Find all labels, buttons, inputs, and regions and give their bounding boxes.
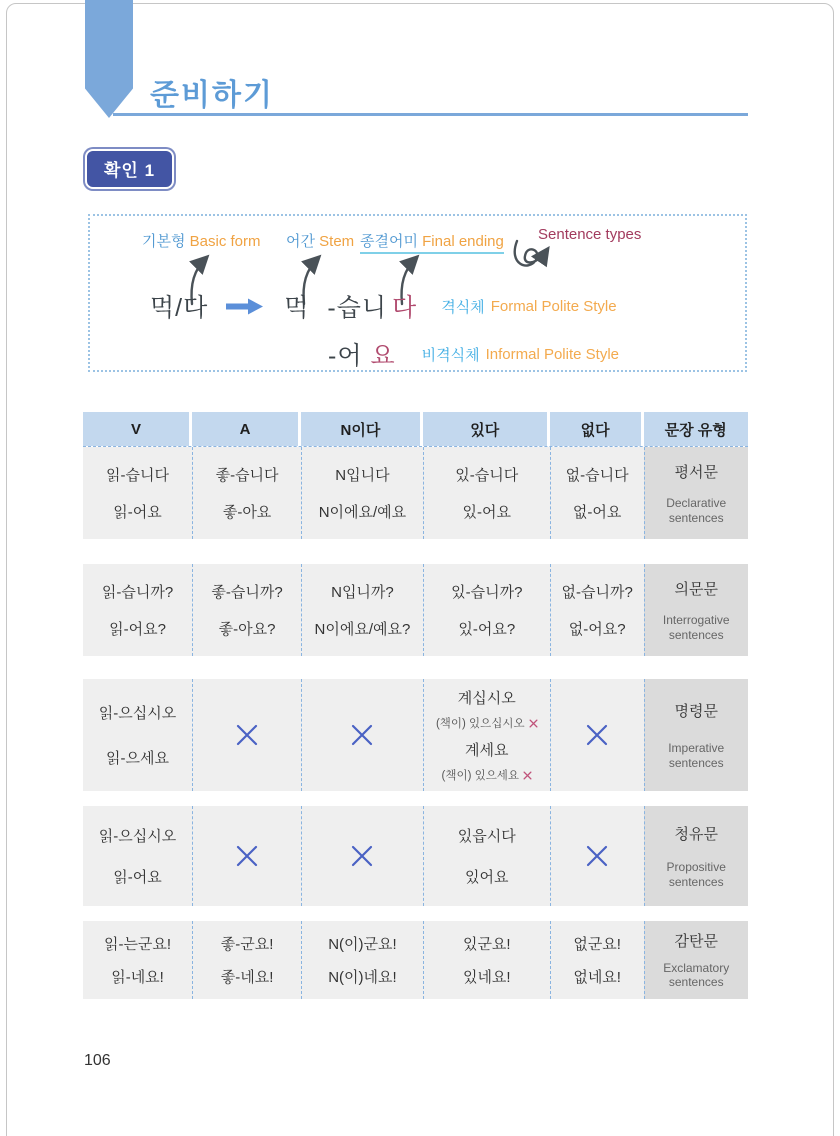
table-cell: 읽-는군요! 읽-네요! <box>83 921 192 999</box>
table-cell: 좋-군요! 좋-네요! <box>192 921 301 999</box>
table-cell: N입니까? N이에요/예요? <box>301 564 423 656</box>
column-header: V <box>83 412 192 446</box>
conjugation-table-propositive <box>83 806 748 906</box>
wrong-mark-icon <box>523 771 532 780</box>
right-arrow-icon <box>226 298 264 315</box>
label-stem: 어간 Stem <box>286 233 355 250</box>
column-header: 문장 유형 <box>644 412 748 446</box>
example-stem: 먹 <box>284 294 310 322</box>
table-cell: 읽-으십시오 읽-어요 <box>83 806 192 906</box>
informal-ending-stem: -어 <box>328 342 363 370</box>
column-header: 있다 <box>423 412 550 446</box>
table-cell: 있읍시다 있어요 <box>423 806 550 906</box>
column-header: A <box>192 412 301 446</box>
example-base-form: 먹/다 <box>150 294 209 322</box>
table-cell: 좋-습니다 좋-아요 <box>192 447 301 539</box>
informal-style-ko: 비격식체 <box>421 346 480 364</box>
conjugation-table-imperative <box>83 679 748 791</box>
table-cell-empty <box>301 806 423 906</box>
table-cell: N입니다 N이에요/예요 <box>301 447 423 539</box>
label-final-ending: 종결어미 Final ending <box>360 230 504 251</box>
table-cell: 읽-으십시오 읽-으세요 <box>83 679 192 791</box>
x-mark-icon <box>235 844 259 868</box>
table-cell: 있군요! 있네요! <box>423 921 550 999</box>
conjugation-table-declarative <box>83 412 748 539</box>
x-mark-icon <box>585 844 609 868</box>
x-mark-icon <box>350 844 374 868</box>
formal-style-en: Formal Polite Style <box>490 297 617 315</box>
table-cell: N(이)군요! N(이)네요! <box>301 921 423 999</box>
column-header: N이다 <box>301 412 423 446</box>
column-header: 없다 <box>550 412 644 446</box>
page-number: 106 <box>84 1052 111 1069</box>
page-title: 준비하기 <box>150 79 274 112</box>
table-row <box>83 806 748 906</box>
table-row <box>83 564 748 656</box>
table-cell-empty <box>192 806 301 906</box>
table-cell: 있-습니다 있-어요 <box>423 447 550 539</box>
wrong-mark-icon <box>529 719 538 728</box>
table-cell: 읽-습니까? 읽-어요? <box>83 564 192 656</box>
swirl-arrow-icon <box>515 241 547 266</box>
table-cell: 없-습니까? 없-어요? <box>550 564 644 656</box>
x-mark-icon <box>235 723 259 747</box>
example-informal-line <box>328 336 619 372</box>
formal-ending-stem: -습니 <box>327 294 388 322</box>
title-divider <box>113 113 748 116</box>
example-formal-line <box>150 288 617 324</box>
table-cell: 좋-습니까? 좋-아요? <box>192 564 301 656</box>
table-cell-empty <box>550 806 644 906</box>
table-cell-empty <box>550 679 644 791</box>
table-row <box>83 446 748 539</box>
conjugation-table-interrogative <box>83 564 748 656</box>
table-cell: 읽-습니다 읽-어요 <box>83 447 192 539</box>
check-badge: 확인 1 <box>85 149 174 189</box>
formal-ending-final: 다 <box>392 294 418 322</box>
sentence-type-cell: 의문문 Interrogative sentences <box>644 564 748 656</box>
conjugation-table-exclamatory <box>83 921 748 999</box>
table-row <box>83 921 748 999</box>
x-mark-icon <box>350 723 374 747</box>
label-sentence-types: Sentence types <box>538 226 642 243</box>
table-header-row <box>83 412 748 446</box>
table-cell: 없군요! 없네요! <box>550 921 644 999</box>
informal-style-en: Informal Polite Style <box>485 345 619 363</box>
table-cell: 있-습니까? 있-어요? <box>423 564 550 656</box>
x-mark-icon <box>585 723 609 747</box>
informal-ending-final: 요 <box>370 342 396 370</box>
sentence-type-cell: 감탄문 Exclamatory sentences <box>644 921 748 999</box>
table-cell: 없-습니다 없-어요 <box>550 447 644 539</box>
table-cell: 계십시오 (책이) 있으십시오 계세요 (책이) 있으세요 <box>423 679 550 791</box>
sentence-type-cell: 명령문 Imperative sentences <box>644 679 748 791</box>
sentence-type-cell: 청유문 Propositive sentences <box>644 806 748 906</box>
table-row <box>83 679 748 791</box>
formal-style-ko: 격식체 <box>441 298 485 316</box>
table-cell-empty <box>192 679 301 791</box>
grammar-diagram-box <box>88 214 747 372</box>
table-cell-empty <box>301 679 423 791</box>
label-basic-form: 기본형 Basic form <box>142 233 261 250</box>
sentence-type-cell: 평서문 Declarative sentences <box>644 447 748 539</box>
